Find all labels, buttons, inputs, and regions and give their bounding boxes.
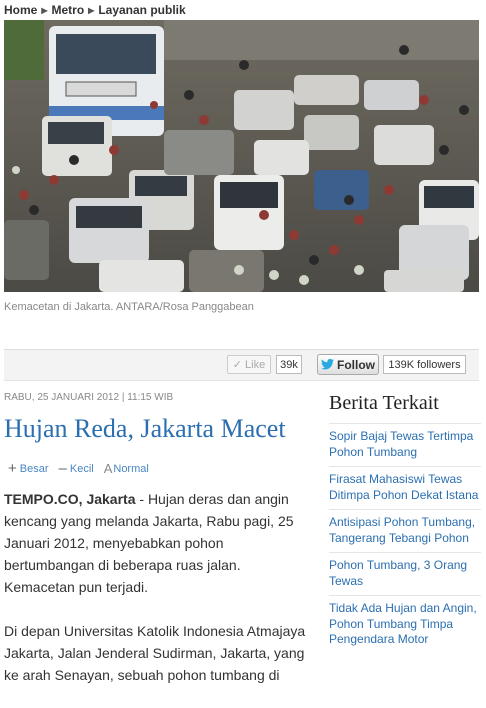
- font-larger-button[interactable]: [8, 460, 49, 477]
- related-item[interactable]: Pohon Tumbang, 3 Orang Tewas: [329, 552, 481, 595]
- like-count: 39k: [276, 355, 302, 374]
- article-paragraph-2: Di depan Universitas Katolik Indonesia Atmajaya Jakarta, Jalan Jenderal Sudirman, Jakarta, yang ke arah Senayan, sebuah pohon tumbang di: [4, 623, 306, 683]
- related-item[interactable]: Firasat Mahasiswi Tewas Ditimpa Pohon Dekat Istana: [329, 466, 481, 509]
- article-source: TEMPO.CO, Jakarta: [4, 491, 136, 507]
- article-paragraph: [4, 488, 314, 598]
- breadcrumb-layanan-publik[interactable]: Layanan publik: [98, 3, 186, 17]
- related-item[interactable]: Tidak Ada Hujan dan Angin, Pohon Tumbang Timpa Pengendara Motor: [329, 595, 481, 654]
- like-label: Like: [245, 358, 266, 371]
- font-smaller-label: Kecil: [69, 462, 94, 475]
- breadcrumb-metro[interactable]: Metro: [51, 3, 85, 17]
- twitter-bird-icon: [321, 359, 334, 370]
- related-item[interactable]: Antisipasi Pohon Tumbang, Tangerang Tebangi Pohon: [329, 509, 481, 552]
- article-dateline: RABU, 25 JANUARI 2012 | 11:15 WIB: [4, 392, 174, 403]
- font-normal-button[interactable]: [104, 461, 149, 476]
- twitter-follow-button[interactable]: [317, 354, 379, 375]
- related-item[interactable]: Sopir Bajaj Tewas Tertimpa Pohon Tumbang: [329, 423, 481, 466]
- font-normal-label: Normal: [113, 462, 149, 475]
- breadcrumb-arrow-icon: ▶: [41, 5, 48, 15]
- like-button[interactable]: [227, 355, 271, 374]
- social-bar: [4, 349, 479, 381]
- breadcrumb-home[interactable]: Home: [4, 3, 38, 17]
- breadcrumb-arrow-icon: ▶: [88, 5, 95, 15]
- related-news: [329, 392, 481, 654]
- article-title: Hujan Reda, Jakarta Macet: [4, 414, 286, 443]
- photo-caption: Kemacetan di Jakarta. ANTARA/Rosa Panggabean: [4, 301, 254, 313]
- font-a-icon: A: [103, 461, 113, 476]
- thumbs-up-icon: ✓: [232, 359, 243, 371]
- font-smaller-button[interactable]: [59, 460, 94, 477]
- related-list: [329, 423, 481, 654]
- plus-icon: +: [8, 460, 17, 477]
- article-photo: [4, 20, 479, 292]
- follow-label: Follow: [337, 357, 375, 372]
- minus-icon: –: [58, 460, 67, 477]
- font-size-controls: [8, 460, 149, 477]
- article-body: [4, 488, 314, 708]
- font-larger-label: Besar: [19, 462, 49, 475]
- related-heading: Berita Terkait: [329, 392, 439, 414]
- breadcrumb: [4, 2, 186, 18]
- followers-count: 139K followers: [383, 355, 466, 374]
- article-paragraph-1-text: - Hujan deras dan angin kencang yang melanda Jakarta, Rabu pagi, 25 Januari 2012, menyebabkan pohon bertumbangan di beberapa ruas jalan. Kemacetan pun terjadi.: [4, 491, 294, 595]
